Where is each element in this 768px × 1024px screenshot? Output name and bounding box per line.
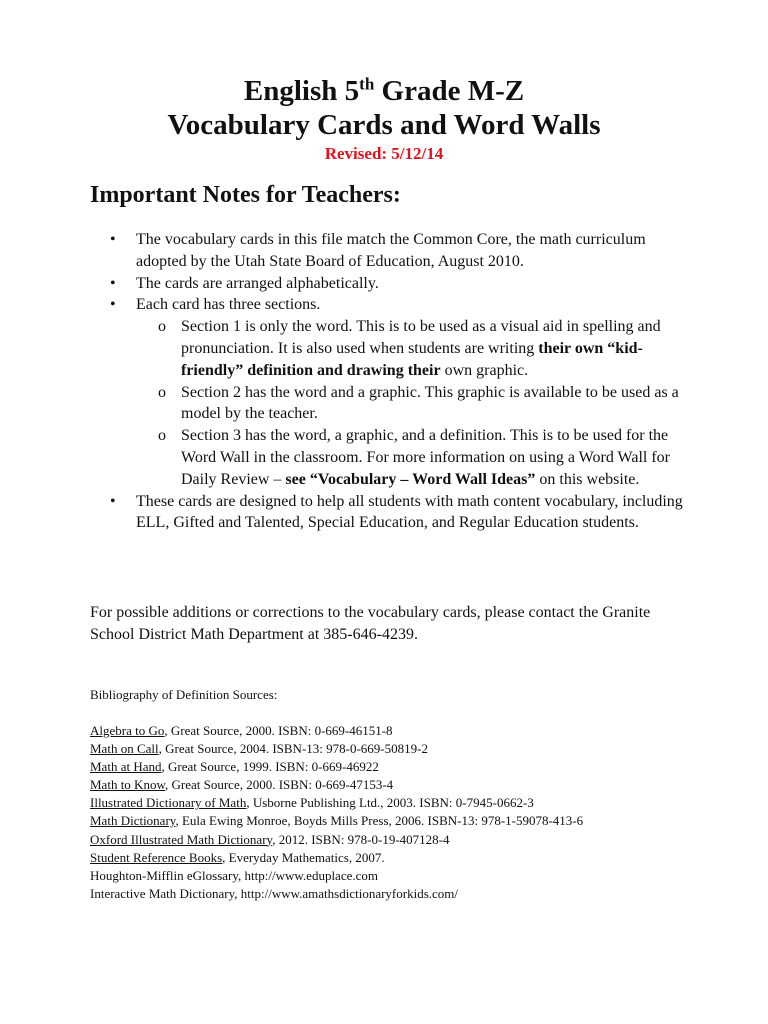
bullet-icon: •: [110, 274, 116, 292]
bullet-icon: •: [110, 296, 116, 314]
bibliography-entry: [90, 776, 730, 794]
section-text-bold: see “Vocabulary – Word Wall Ideas”: [285, 470, 536, 488]
book-title: Illustrated Dictionary of Math: [90, 795, 247, 811]
note-text: Each card has three sections.: [136, 296, 321, 314]
book-details: , Great Source, 1999. ISBN: 0-669-46922: [161, 759, 379, 775]
notes-heading: Important Notes for Teachers:: [90, 182, 401, 208]
bibliography-entry: [90, 831, 730, 849]
note-text: These cards are designed to help all students with math content vocabulary, including ELL, Gifted and Talented, Special Education, and Regular Education students.: [136, 492, 683, 532]
document-subtitle: Vocabulary Cards and Word Walls: [167, 109, 601, 141]
book-details: , Great Source, 2004. ISBN-13: 978-0-669-50819-2: [158, 741, 428, 757]
bibliography-entry: [90, 740, 730, 758]
bibliography-list: [90, 722, 730, 903]
bibliography-entry: [90, 867, 730, 885]
note-text: The vocabulary cards in this file match the Common Core, the math curriculum adopted by the Utah State Board of Education, August 2010.: [136, 231, 646, 270]
section-text: Section 1 is only the word. This is to be used as a visual aid in spelling and pronunciation. It is also used when students are writing: [181, 318, 661, 357]
section-text: Section 3 has the word, a graphic, and a definition. This is to be used for the Word Wall in the classroom. For more information on using a Word Wall for Daily Review –: [181, 427, 670, 488]
note-item: [110, 294, 690, 316]
book-title: Math Dictionary: [90, 813, 176, 829]
web-source: Houghton-Mifflin eGlossary, http://www.eduplace.com: [90, 867, 378, 883]
bibliography-entry: [90, 758, 730, 776]
title-text-grade: Grade M-Z: [374, 75, 525, 107]
section-text-end: on this website.: [535, 470, 640, 488]
book-title: Math to Know: [90, 777, 165, 793]
section-item: [110, 425, 690, 490]
sub-bullet-icon: o: [158, 383, 166, 401]
web-source: Interactive Math Dictionary, http://www.amathsdictionaryforkids.com/: [90, 885, 458, 901]
bibliography-entry: [90, 794, 730, 812]
section-item: [110, 316, 690, 381]
bullet-icon: •: [110, 492, 116, 510]
bibliography-entry: [90, 722, 730, 740]
note-text: The cards are arranged alphabetically.: [136, 274, 379, 292]
section-text: Section 2 has the word and a graphic. This graphic is available to be used as a model by the teacher.: [181, 383, 679, 423]
book-details: , Everyday Mathematics, 2007.: [222, 849, 385, 865]
book-details: , Eula Ewing Monroe, Boyds Mills Press, 2006. ISBN-13: 978-1-59078-413-6: [175, 813, 584, 829]
bibliography-entry: [90, 885, 730, 903]
revised-date: Revised: 5/12/14: [324, 144, 444, 163]
book-title: Oxford Illustrated Math Dictionary: [90, 831, 273, 847]
sub-bullet-icon: o: [158, 427, 166, 445]
title-text: English 5: [243, 75, 360, 107]
section-item: [110, 382, 690, 426]
notes-list: [110, 229, 690, 534]
note-item: [110, 491, 690, 535]
book-title: Student Reference Books: [90, 849, 223, 865]
section-text-end: own graphic.: [440, 361, 529, 379]
sub-bullet-icon: o: [158, 318, 166, 336]
note-item: [110, 273, 690, 295]
book-details: , Great Source, 2000. ISBN: 0-669-46151-8: [164, 723, 393, 738]
note-item: [110, 229, 690, 273]
section-text-bold: their own “kid-friendly” definition and drawing their: [181, 339, 643, 379]
bibliography-heading: Bibliography of Definition Sources:: [90, 687, 278, 702]
book-title: Algebra to Go: [90, 723, 165, 738]
contact-paragraph: For possible additions or corrections to the vocabulary cards, please contact the Granite School District Math Department at 385-646-4239.: [90, 604, 651, 643]
book-details: , 2012. ISBN: 978-0-19-407128-4: [272, 831, 450, 847]
bibliography-entry: [90, 849, 730, 867]
bullet-icon: •: [110, 231, 116, 248]
bibliography-entry: [90, 812, 730, 830]
document-title: [0, 74, 768, 108]
book-title: Math at Hand: [90, 759, 162, 775]
title-block: [0, 74, 768, 165]
book-details: , Usborne Publishing Ltd., 2003. ISBN: 0-7945-0662-3: [246, 795, 534, 811]
book-title: Math on Call: [90, 741, 159, 757]
book-details: , Great Source, 2000. ISBN: 0-669-47153-4: [165, 777, 394, 793]
title-superscript: th: [359, 74, 375, 94]
